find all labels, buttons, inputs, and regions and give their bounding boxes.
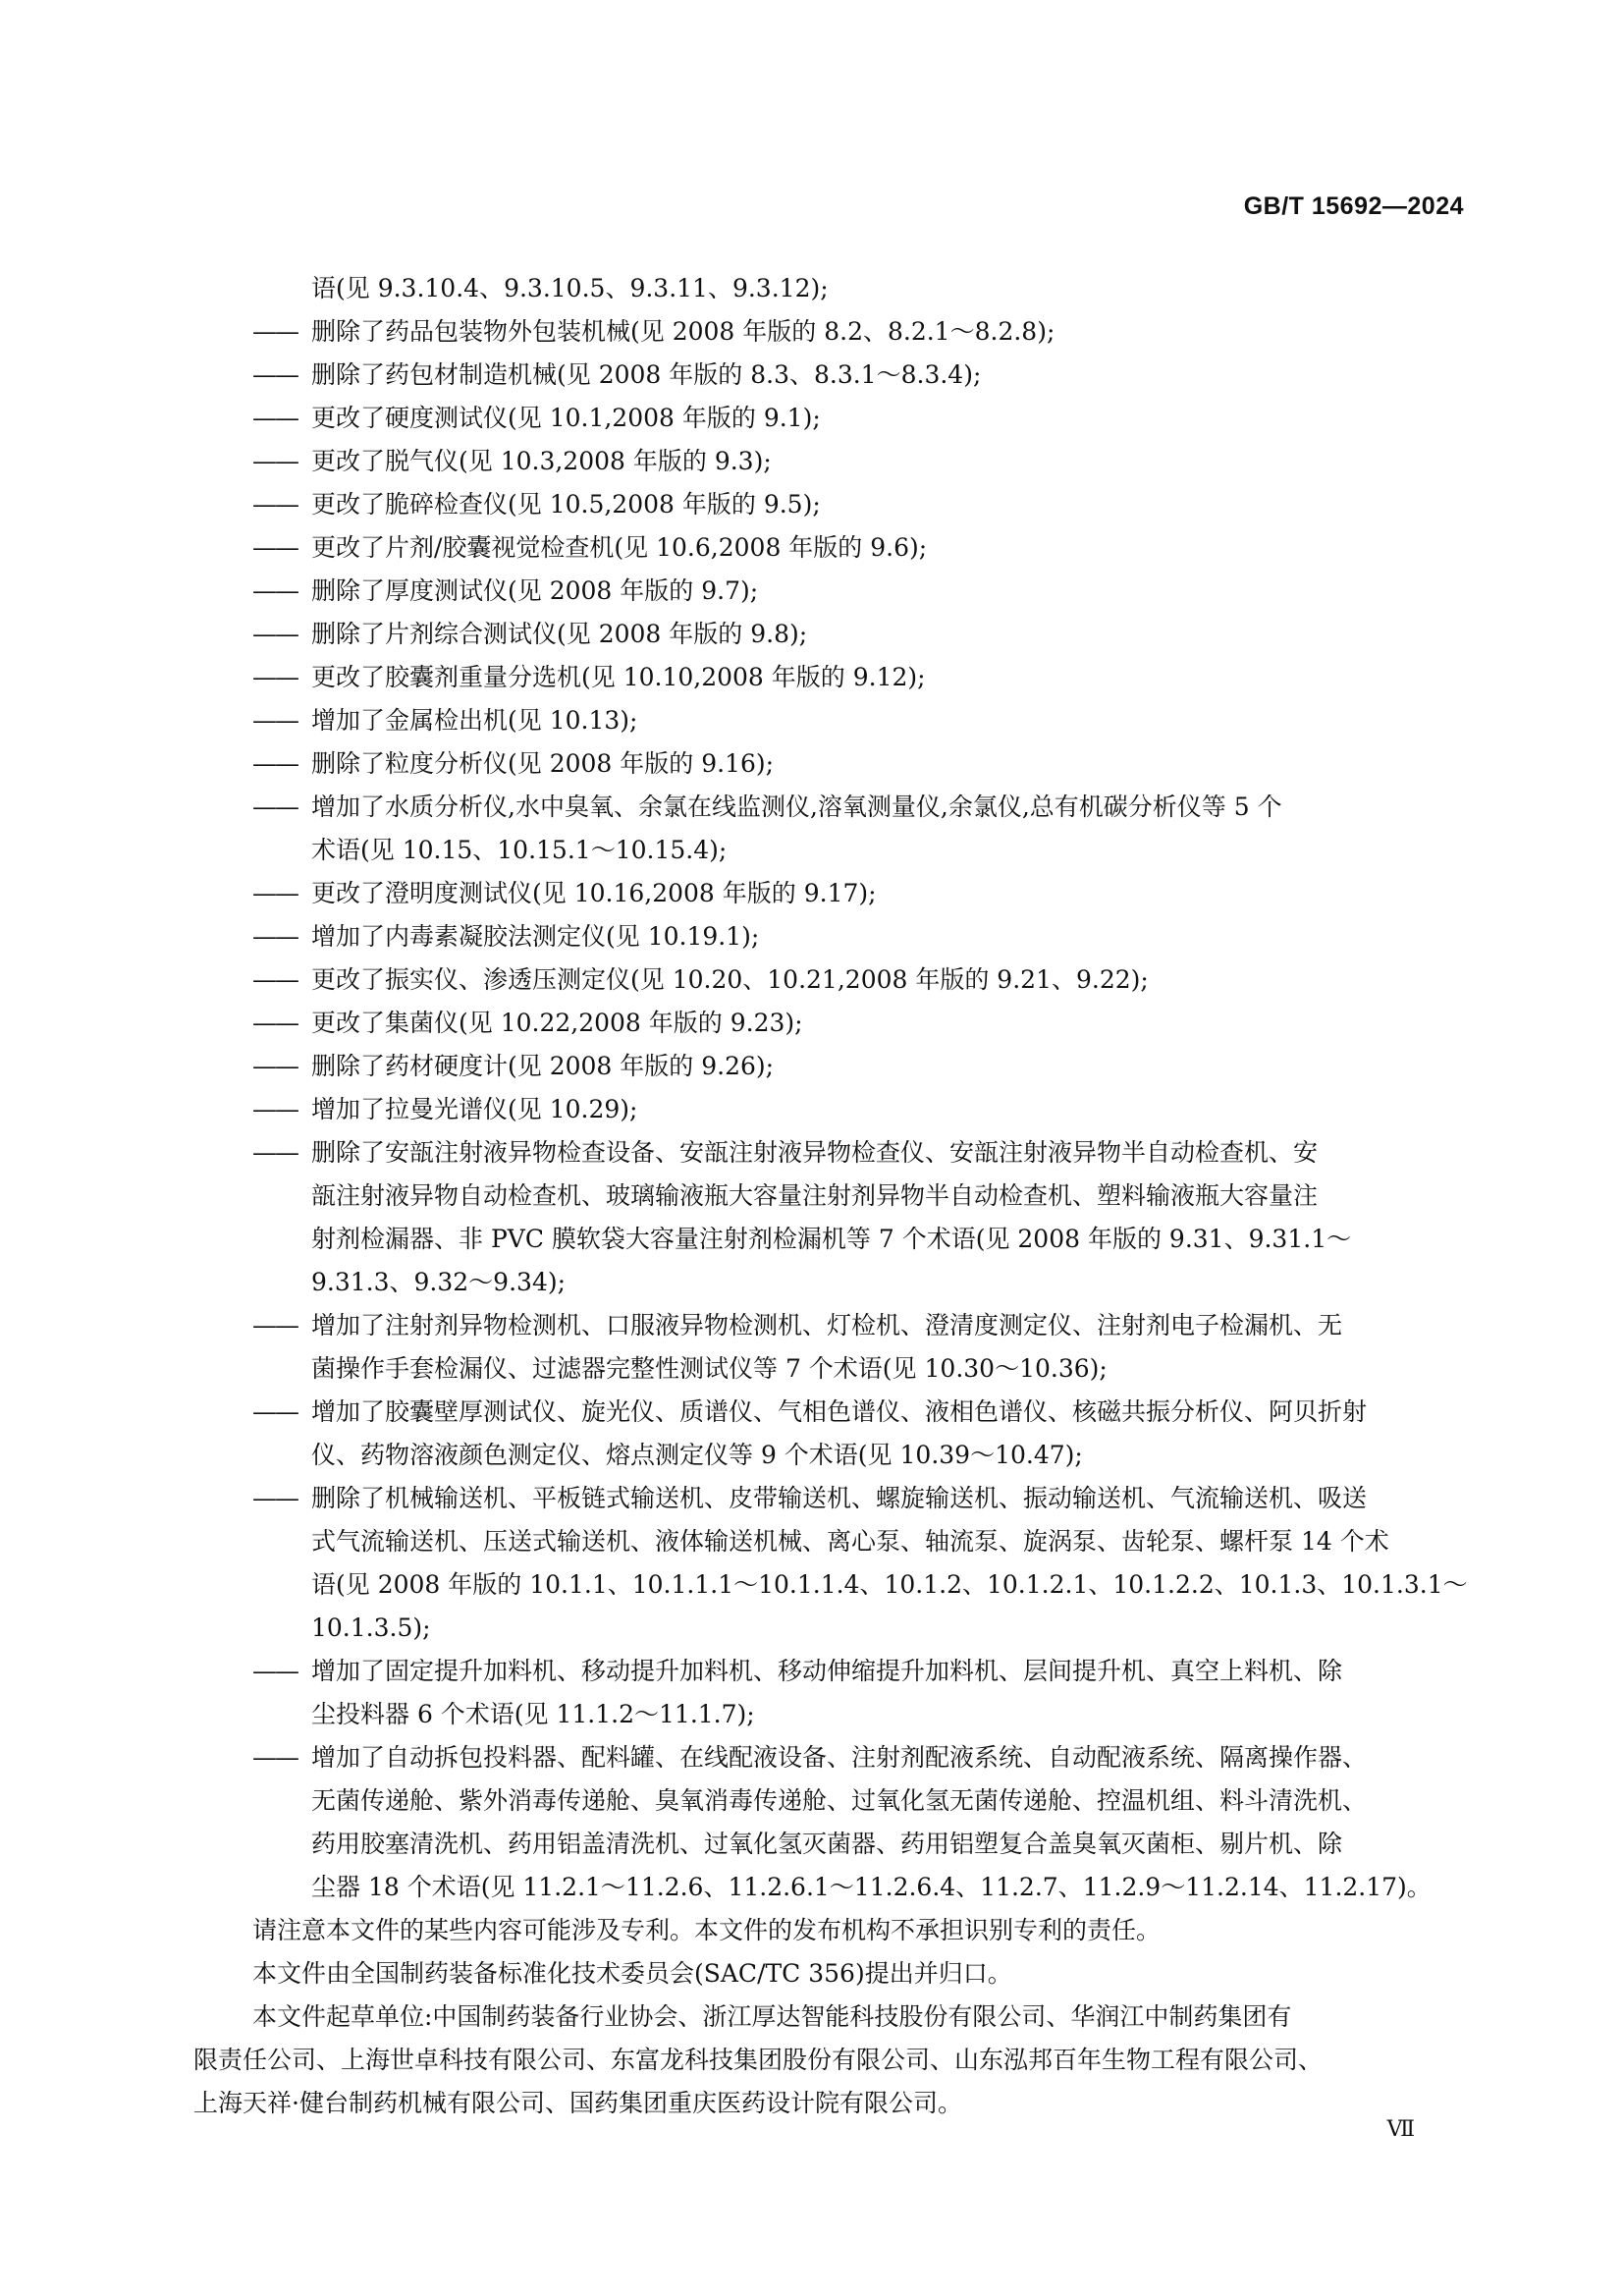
list-item-text: 增加了拉曼光谱仪(见 10.29); xyxy=(311,1095,638,1123)
list-dash: —— xyxy=(252,1484,298,1512)
list-dash: —— xyxy=(252,1311,298,1339)
paragraph-continuation: 上海天祥·健台制药机械有限公司、国药集团重庆医药设计院有限公司。 xyxy=(193,2089,962,2117)
list-item-continuation: 仪、药物溶液颜色测定仪、熔点测定仪等 9 个术语(见 10.39～10.47); xyxy=(311,1441,1083,1469)
list-item xyxy=(252,1304,1464,1347)
list-dash: —— xyxy=(252,922,298,951)
list-item-text: 更改了硬度测试仪(见 10.1,2008 年版的 9.1); xyxy=(311,404,821,432)
list-item-text: 更改了集菌仪(见 10.22,2008 年版的 9.23); xyxy=(311,1009,803,1037)
list-item xyxy=(252,310,1464,354)
document-number: GB/T 15692—2024 xyxy=(1243,192,1464,220)
paragraph: 本文件起草单位:中国制药装备行业协会、浙江厚达智能科技股份有限公司、华润江中制药集团有 xyxy=(252,2002,1292,2031)
list-dash: —— xyxy=(252,533,298,562)
list-item-continuation: 瓿注射液异物自动检查机、玻璃输液瓶大容量注射剂异物半自动检查机、塑料输液瓶大容量注 xyxy=(311,1181,1319,1210)
list-item xyxy=(252,872,1464,915)
list-item-continuation: 语(见 2008 年版的 10.1.1、10.1.1.1～10.1.1.4、10.1.2、10.1.2.1、10.1.2.2、10.1.3、10.1.3.1～ xyxy=(311,1570,1468,1599)
list-dash: —— xyxy=(252,490,298,519)
list-item-text: 删除了粒度分析仪(见 2008 年版的 9.16); xyxy=(311,749,775,778)
list-item xyxy=(252,742,1464,786)
list-item xyxy=(252,483,1464,526)
list-item xyxy=(252,1736,1464,1779)
list-item-text: 删除了厚度测试仪(见 2008 年版的 9.7); xyxy=(311,576,759,605)
list-item-continuation: 药用胶塞清洗机、药用铝盖清洗机、过氧化氢灭菌器、药用铝塑复合盖臭氧灭菌柜、剔片机、除 xyxy=(311,1830,1343,1858)
list-item-continuation: 菌操作手套检漏仪、过滤器完整性测试仪等 7 个术语(见 10.30～10.36); xyxy=(311,1354,1108,1383)
list-item-text: 删除了机械输送机、平板链式输送机、皮带输送机、螺旋输送机、振动输送机、气流输送机、吸送 xyxy=(311,1484,1368,1512)
list-dash: —— xyxy=(252,965,298,994)
list-item-text: 更改了脆碎检查仪(见 10.5,2008 年版的 9.5); xyxy=(311,490,821,519)
list-item-text: 增加了金属检出机(见 10.13); xyxy=(311,706,638,735)
list-item-text: 更改了振实仪、渗透压测定仪(见 10.20、10.21,2008 年版的 9.21、9.22); xyxy=(311,965,1149,994)
list-item xyxy=(252,354,1464,397)
paragraph: 本文件由全国制药装备标准化技术委员会(SAC/TC 356)提出并归口。 xyxy=(252,1959,1012,1988)
list-dash: —— xyxy=(252,793,298,821)
list-item xyxy=(252,915,1464,958)
list-item-text: 删除了药包材制造机械(见 2008 年版的 8.3、8.3.1～8.3.4); xyxy=(311,360,982,389)
list-item-continuation: 尘投料器 6 个术语(见 11.1.2～11.1.7); xyxy=(311,1700,755,1728)
list-item xyxy=(252,1477,1464,1520)
page-number: Ⅶ xyxy=(1386,2117,1415,2142)
list-item xyxy=(252,570,1464,613)
list-dash: —— xyxy=(252,706,298,735)
list-item-text: 更改了脱气仪(见 10.3,2008 年版的 9.3); xyxy=(311,447,772,475)
list-dash: —— xyxy=(252,404,298,432)
list-item xyxy=(252,958,1464,1002)
list-dash: —— xyxy=(252,317,298,346)
list-item-continuation: 射剂检漏器、非 PVC 膜软袋大容量注射剂检漏机等 7 个术语(见 2008 年版的 9.31、9.31.1～ xyxy=(311,1225,1352,1253)
list-item xyxy=(252,786,1464,829)
list-item-text: 删除了片剂综合测试仪(见 2008 年版的 9.8); xyxy=(311,620,808,648)
list-item xyxy=(252,656,1464,699)
list-dash: —— xyxy=(252,620,298,648)
list-dash: —— xyxy=(252,1138,298,1167)
list-item xyxy=(252,1088,1464,1131)
list-item-text: 增加了内毒素凝胶法测定仪(见 10.19.1); xyxy=(311,922,760,951)
list-item-text: 更改了澄明度测试仪(见 10.16,2008 年版的 9.17); xyxy=(311,879,877,907)
list-item xyxy=(252,613,1464,656)
list-item xyxy=(252,1045,1464,1088)
list-item xyxy=(252,526,1464,570)
list-dash: —— xyxy=(252,1095,298,1123)
list-dash: —— xyxy=(252,1397,298,1426)
list-item-text: 增加了注射剂异物检测机、口服液异物检测机、灯检机、澄清度测定仪、注射剂电子检漏机、无 xyxy=(311,1311,1343,1339)
list-item-continuation: 术语(见 10.15、10.15.1～10.15.4); xyxy=(311,836,728,864)
paragraph: 请注意本文件的某些内容可能涉及专利。本文件的发布机构不承担识别专利的责任。 xyxy=(252,1916,1162,1944)
list-item-text: 增加了胶囊壁厚测试仪、旋光仪、质谱仪、气相色谱仪、液相色谱仪、核磁共振分析仪、阿贝折射 xyxy=(311,1397,1368,1426)
list-dash: —— xyxy=(252,1657,298,1685)
list-dash: —— xyxy=(252,576,298,605)
list-item-continuation: 式气流输送机、压送式输送机、液体输送机械、离心泵、轴流泵、旋涡泵、齿轮泵、螺杆泵 14 个术 xyxy=(311,1527,1389,1556)
list-item-text: 更改了胶囊剂重量分选机(见 10.10,2008 年版的 9.12); xyxy=(311,663,926,691)
list-dash: —— xyxy=(252,1009,298,1037)
list-dash: —— xyxy=(252,447,298,475)
list-item-text: 删除了安瓿注射液异物检查设备、安瓿注射液异物检查仪、安瓿注射液异物半自动检查机、安 xyxy=(311,1138,1319,1167)
list-dash: —— xyxy=(252,1743,298,1772)
list-dash: —— xyxy=(252,879,298,907)
list-item xyxy=(252,699,1464,742)
list-item-text: 增加了固定提升加料机、移动提升加料机、移动伸缩提升加料机、层间提升机、真空上料机、除 xyxy=(311,1657,1343,1685)
list-item xyxy=(252,1650,1464,1693)
list-item xyxy=(252,1131,1464,1175)
list-item-text: 删除了药材硬度计(见 2008 年版的 9.26); xyxy=(311,1052,775,1080)
list-item-continuation: 语(见 9.3.10.4、9.3.10.5、9.3.11、9.3.12); xyxy=(311,274,829,302)
list-item xyxy=(252,440,1464,483)
list-dash: —— xyxy=(252,749,298,778)
list-item xyxy=(252,1391,1464,1434)
list-item xyxy=(252,397,1464,440)
list-item-continuation: 10.1.3.5); xyxy=(311,1613,431,1642)
list-item-text: 更改了片剂/胶囊视觉检查机(见 10.6,2008 年版的 9.6); xyxy=(311,533,928,562)
list-item-continuation: 无菌传递舱、紫外消毒传递舱、臭氧消毒传递舱、过氧化氢无菌传递舱、控温机组、料斗清洗机、 xyxy=(311,1786,1368,1815)
list-item-text: 增加了自动拆包投料器、配料罐、在线配液设备、注射剂配液系统、自动配液系统、隔离操作器、 xyxy=(311,1743,1368,1772)
list-item-text: 增加了水质分析仪,水中臭氧、余氯在线监测仪,溶氧测量仪,余氯仪,总有机碳分析仪等 5 个 xyxy=(311,793,1282,821)
document-body xyxy=(193,267,1468,2125)
list-dash: —— xyxy=(252,360,298,389)
list-item-continuation: 9.31.3、9.32～9.34); xyxy=(311,1268,567,1296)
list-item xyxy=(252,1002,1464,1045)
list-item-text: 删除了药品包装物外包装机械(见 2008 年版的 8.2、8.2.1～8.2.8); xyxy=(311,317,1055,346)
list-dash: —— xyxy=(252,1052,298,1080)
list-dash: —— xyxy=(252,663,298,691)
paragraph-continuation: 限责任公司、上海世卓科技有限公司、东富龙科技集团股份有限公司、山东泓邦百年生物工程有限公司、 xyxy=(193,2046,1324,2074)
list-item-continuation: 尘器 18 个术语(见 11.2.1～11.2.6、11.2.6.1～11.2.6.4、11.2.7、11.2.9～11.2.14、11.2.17)。 xyxy=(311,1873,1432,1901)
